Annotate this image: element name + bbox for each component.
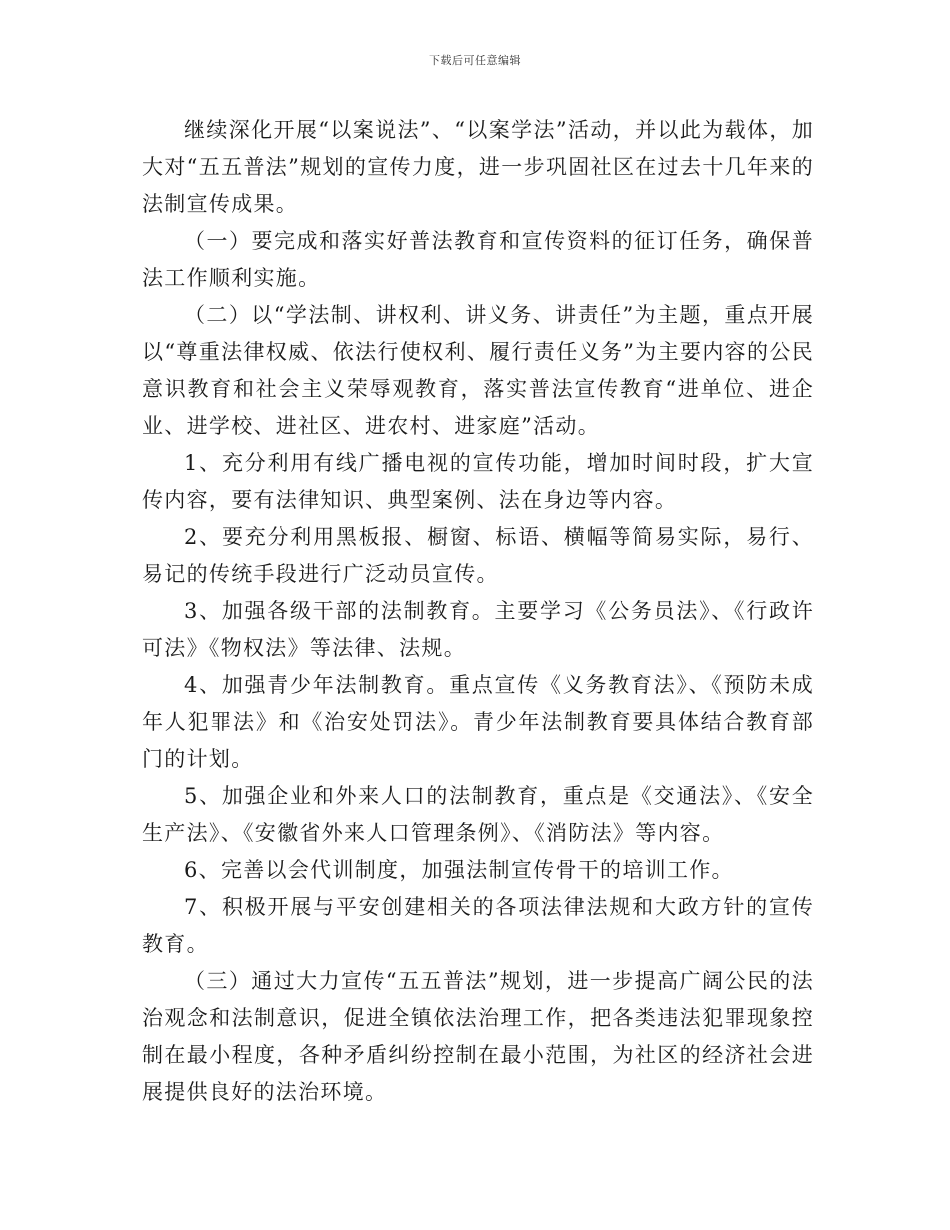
paragraph-item-1: 1、充分利用有线广播电视的宣传功能，增加时间时段，扩大宣传内容，要有法律知识、典型案例、法在身边等内容。 bbox=[142, 451, 814, 512]
paragraph-item-6: 6、完善以会代训制度，加强法制宣传骨干的培训工作。 bbox=[184, 858, 734, 882]
paragraph-item-3: 3、加强各级干部的法制教育。主要学习《公务员法》、《行政许可法》《物权法》等法律、法规。 bbox=[142, 599, 814, 660]
paragraph-intro: 继续深化开展“以案说法”、“以案学法”活动，并以此为载体，加大对“五五普法”规划的宣传力度，进一步巩固社区在过去十几年来的法制宣传成果。 bbox=[142, 118, 814, 216]
paragraph-item-5: 5、加强企业和外来人口的法制教育，重点是《交通法》、《安全生产法》、《安徽省外来人口管理条例》、《消防法》等内容。 bbox=[142, 784, 814, 845]
page-header-note: 下载后可任意编辑 bbox=[429, 54, 521, 67]
paragraph-section-1: （一）要完成和落实好普法教育和宣传资料的征订任务，确保普法工作顺利实施。 bbox=[142, 229, 814, 290]
paragraph-section-2: （二）以“学法制、讲权利、讲义务、讲责任”为主题，重点开展以“尊重法律权威、依法行使权利、履行责任义务”为主要内容的公民意识教育和社会主义荣辱观教育，落实普法宣传教育“进单位、进企业、进学校、进社区、进农村、进家庭”活动。 bbox=[142, 303, 814, 438]
paragraph-item-2: 2、要充分利用黑板报、橱窗、标语、横幅等简易实际，易行、易记的传统手段进行广泛动员宣传。 bbox=[142, 525, 814, 586]
paragraph-item-4: 4、加强青少年法制教育。重点宣传《义务教育法》、《预防未成年人犯罪法》和《治安处罚法》。青少年法制教育要具体结合教育部门的计划。 bbox=[142, 673, 814, 771]
paragraph-item-7: 7、积极开展与平安创建相关的各项法律法规和大政方针的宣传教育。 bbox=[142, 895, 814, 956]
paragraph-section-3: （三）通过大力宣传“五五普法”规划，进一步提高广阔公民的法治观念和法制意识，促进全镇依法治理工作，把各类违法犯罪现象控制在最小程度，各种矛盾纠纷控制在最小范围，为社区的经济社会进展提供良好的法治环境。 bbox=[142, 969, 814, 1104]
document-body bbox=[142, 112, 814, 1111]
